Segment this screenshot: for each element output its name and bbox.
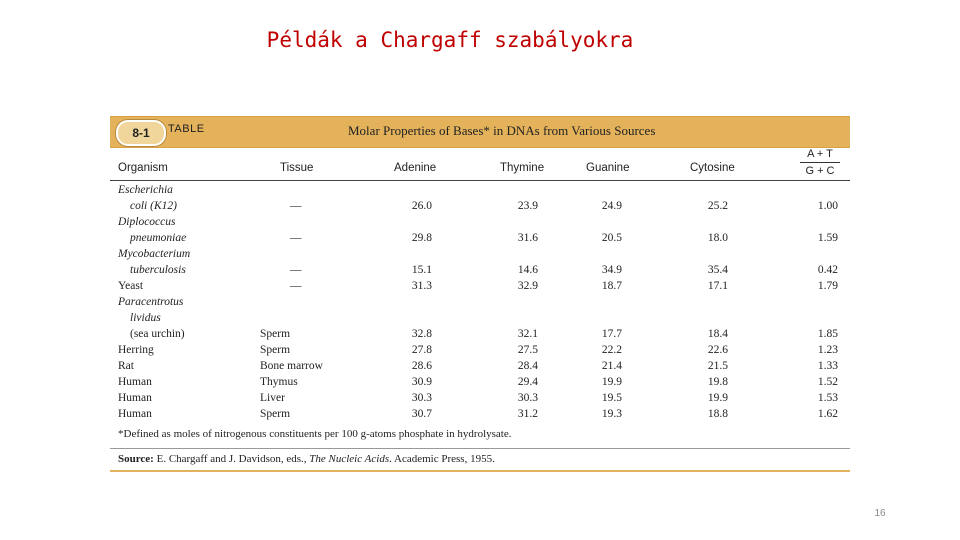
- cell-organism: pneumoniae: [130, 232, 187, 244]
- table-row: [110, 312, 850, 328]
- cell-organism: lividus: [130, 312, 161, 324]
- cell-organism: Paracentrotus: [118, 296, 184, 308]
- cell-ratio: 1.53: [817, 392, 838, 404]
- cell-ratio: 1.79: [817, 280, 838, 292]
- cell-adenine: 28.6: [411, 360, 432, 372]
- page-number: 16: [874, 508, 886, 519]
- cell-adenine: 30.9: [411, 376, 432, 388]
- cell-organism: Rat: [118, 360, 134, 372]
- table-title-bar: [110, 116, 850, 148]
- cell-guanine: 19.5: [601, 392, 622, 404]
- cell-organism: Human: [118, 376, 152, 388]
- cell-tissue: —: [290, 200, 302, 212]
- ratio-denominator: G + C: [805, 165, 835, 177]
- cell-cytosine: 21.5: [707, 360, 728, 372]
- ratio-divider: [800, 162, 840, 163]
- cell-cytosine: 22.6: [707, 344, 728, 356]
- header-rule: [110, 180, 850, 181]
- cell-adenine: 27.8: [411, 344, 432, 356]
- cell-organism: Diplococcus: [118, 216, 176, 228]
- cell-organism: coli (K12): [130, 200, 177, 212]
- cell-adenine: 30.3: [411, 392, 432, 404]
- source-pre: E. Chargaff and J. Davidson, eds.,: [153, 453, 310, 465]
- table-row: [110, 184, 850, 200]
- cell-tissue: Thymus: [260, 376, 298, 388]
- cell-tissue: —: [290, 264, 302, 276]
- cell-cytosine: 18.0: [707, 232, 728, 244]
- ratio-numerator: A + T: [807, 148, 833, 160]
- cell-ratio: 1.33: [817, 360, 838, 372]
- table-figure: [110, 108, 850, 474]
- cell-adenine: 29.8: [411, 232, 432, 244]
- table-footnote: *Defined as moles of nitrogenous constituents per 100 g-atoms phosphate in hydrolysate.: [118, 428, 512, 440]
- cell-ratio: 1.23: [817, 344, 838, 356]
- table-row: [110, 280, 850, 296]
- source-label: Source:: [118, 453, 154, 465]
- cell-cytosine: 25.2: [707, 200, 728, 212]
- cell-cytosine: 18.4: [707, 328, 728, 340]
- table-row: [110, 216, 850, 232]
- cell-guanine: 19.3: [601, 408, 622, 420]
- cell-guanine: 34.9: [601, 264, 622, 276]
- table-tag: TABLE: [168, 123, 205, 135]
- header-thymine: Thymine: [500, 162, 545, 174]
- table-row: [110, 296, 850, 312]
- cell-organism: Mycobacterium: [118, 248, 191, 260]
- cell-tissue: Sperm: [260, 344, 291, 356]
- cell-guanine: 17.7: [601, 328, 622, 340]
- table-row: [110, 248, 850, 264]
- cell-tissue: Bone marrow: [260, 360, 323, 372]
- cell-cytosine: 18.8: [707, 408, 728, 420]
- cell-thymine: 32.1: [517, 328, 538, 340]
- cell-thymine: 31.6: [517, 232, 538, 244]
- cell-guanine: 19.9: [601, 376, 622, 388]
- table-row: [110, 376, 850, 392]
- cell-organism: tuberculosis: [130, 264, 186, 276]
- footnote-rule: [110, 448, 850, 449]
- table-row: [110, 264, 850, 280]
- cell-adenine: 26.0: [411, 200, 432, 212]
- cell-ratio: 1.00: [817, 200, 838, 212]
- cell-adenine: 32.8: [411, 328, 432, 340]
- cell-guanine: 24.9: [601, 200, 622, 212]
- table-row: [110, 344, 850, 360]
- cell-organism: Human: [118, 408, 152, 420]
- table-source: [118, 453, 495, 465]
- bottom-rule: [110, 470, 850, 472]
- cell-ratio: 1.62: [817, 408, 838, 420]
- cell-tissue: Sperm: [260, 408, 291, 420]
- cell-ratio: 1.52: [817, 376, 838, 388]
- cell-guanine: 20.5: [601, 232, 622, 244]
- header-guanine: Guanine: [586, 162, 630, 174]
- table-row: [110, 360, 850, 376]
- cell-cytosine: 35.4: [707, 264, 728, 276]
- cell-organism: (sea urchin): [130, 328, 185, 340]
- cell-tissue: —: [290, 232, 302, 244]
- header-ratio: [800, 148, 840, 177]
- cell-organism: Escherichia: [118, 184, 173, 196]
- cell-thymine: 28.4: [517, 360, 538, 372]
- cell-tissue: —: [290, 280, 302, 292]
- table-row: [110, 328, 850, 344]
- cell-thymine: 31.2: [517, 408, 538, 420]
- cell-ratio: 1.85: [817, 328, 838, 340]
- cell-thymine: 27.5: [517, 344, 538, 356]
- cell-guanine: 21.4: [601, 360, 622, 372]
- cell-thymine: 14.6: [517, 264, 538, 276]
- cell-cytosine: 19.9: [707, 392, 728, 404]
- cell-guanine: 18.7: [601, 280, 622, 292]
- header-adenine: Adenine: [394, 162, 437, 174]
- cell-ratio: 1.59: [817, 232, 838, 244]
- header-cytosine: Cytosine: [690, 162, 735, 174]
- slide-title: Példák a Chargaff szabályokra: [266, 28, 634, 52]
- cell-thymine: 30.3: [517, 392, 538, 404]
- source-book: The Nucleic Acids: [309, 453, 390, 465]
- table-row: [110, 408, 850, 424]
- table-row: [110, 232, 850, 248]
- table-row: [110, 392, 850, 408]
- cell-thymine: 29.4: [517, 376, 538, 388]
- cell-adenine: 30.7: [411, 408, 432, 420]
- header-tissue: Tissue: [280, 162, 314, 174]
- table-number-badge: 8-1: [116, 120, 166, 146]
- cell-organism: Human: [118, 392, 152, 404]
- table-row: [110, 200, 850, 216]
- cell-thymine: 23.9: [517, 200, 538, 212]
- cell-adenine: 15.1: [411, 264, 432, 276]
- cell-cytosine: 19.8: [707, 376, 728, 388]
- cell-ratio: 0.42: [817, 264, 838, 276]
- cell-adenine: 31.3: [411, 280, 432, 292]
- source-post: . Academic Press, 1955.: [389, 453, 495, 465]
- cell-cytosine: 17.1: [707, 280, 728, 292]
- cell-tissue: Liver: [260, 392, 285, 404]
- cell-organism: Yeast: [118, 280, 144, 292]
- cell-guanine: 22.2: [601, 344, 622, 356]
- cell-tissue: Sperm: [260, 328, 291, 340]
- header-organism: Organism: [118, 162, 168, 174]
- cell-organism: Herring: [118, 344, 154, 356]
- cell-thymine: 32.9: [517, 280, 538, 292]
- table-title: Molar Properties of Bases* in DNAs from Various Sources: [348, 123, 656, 138]
